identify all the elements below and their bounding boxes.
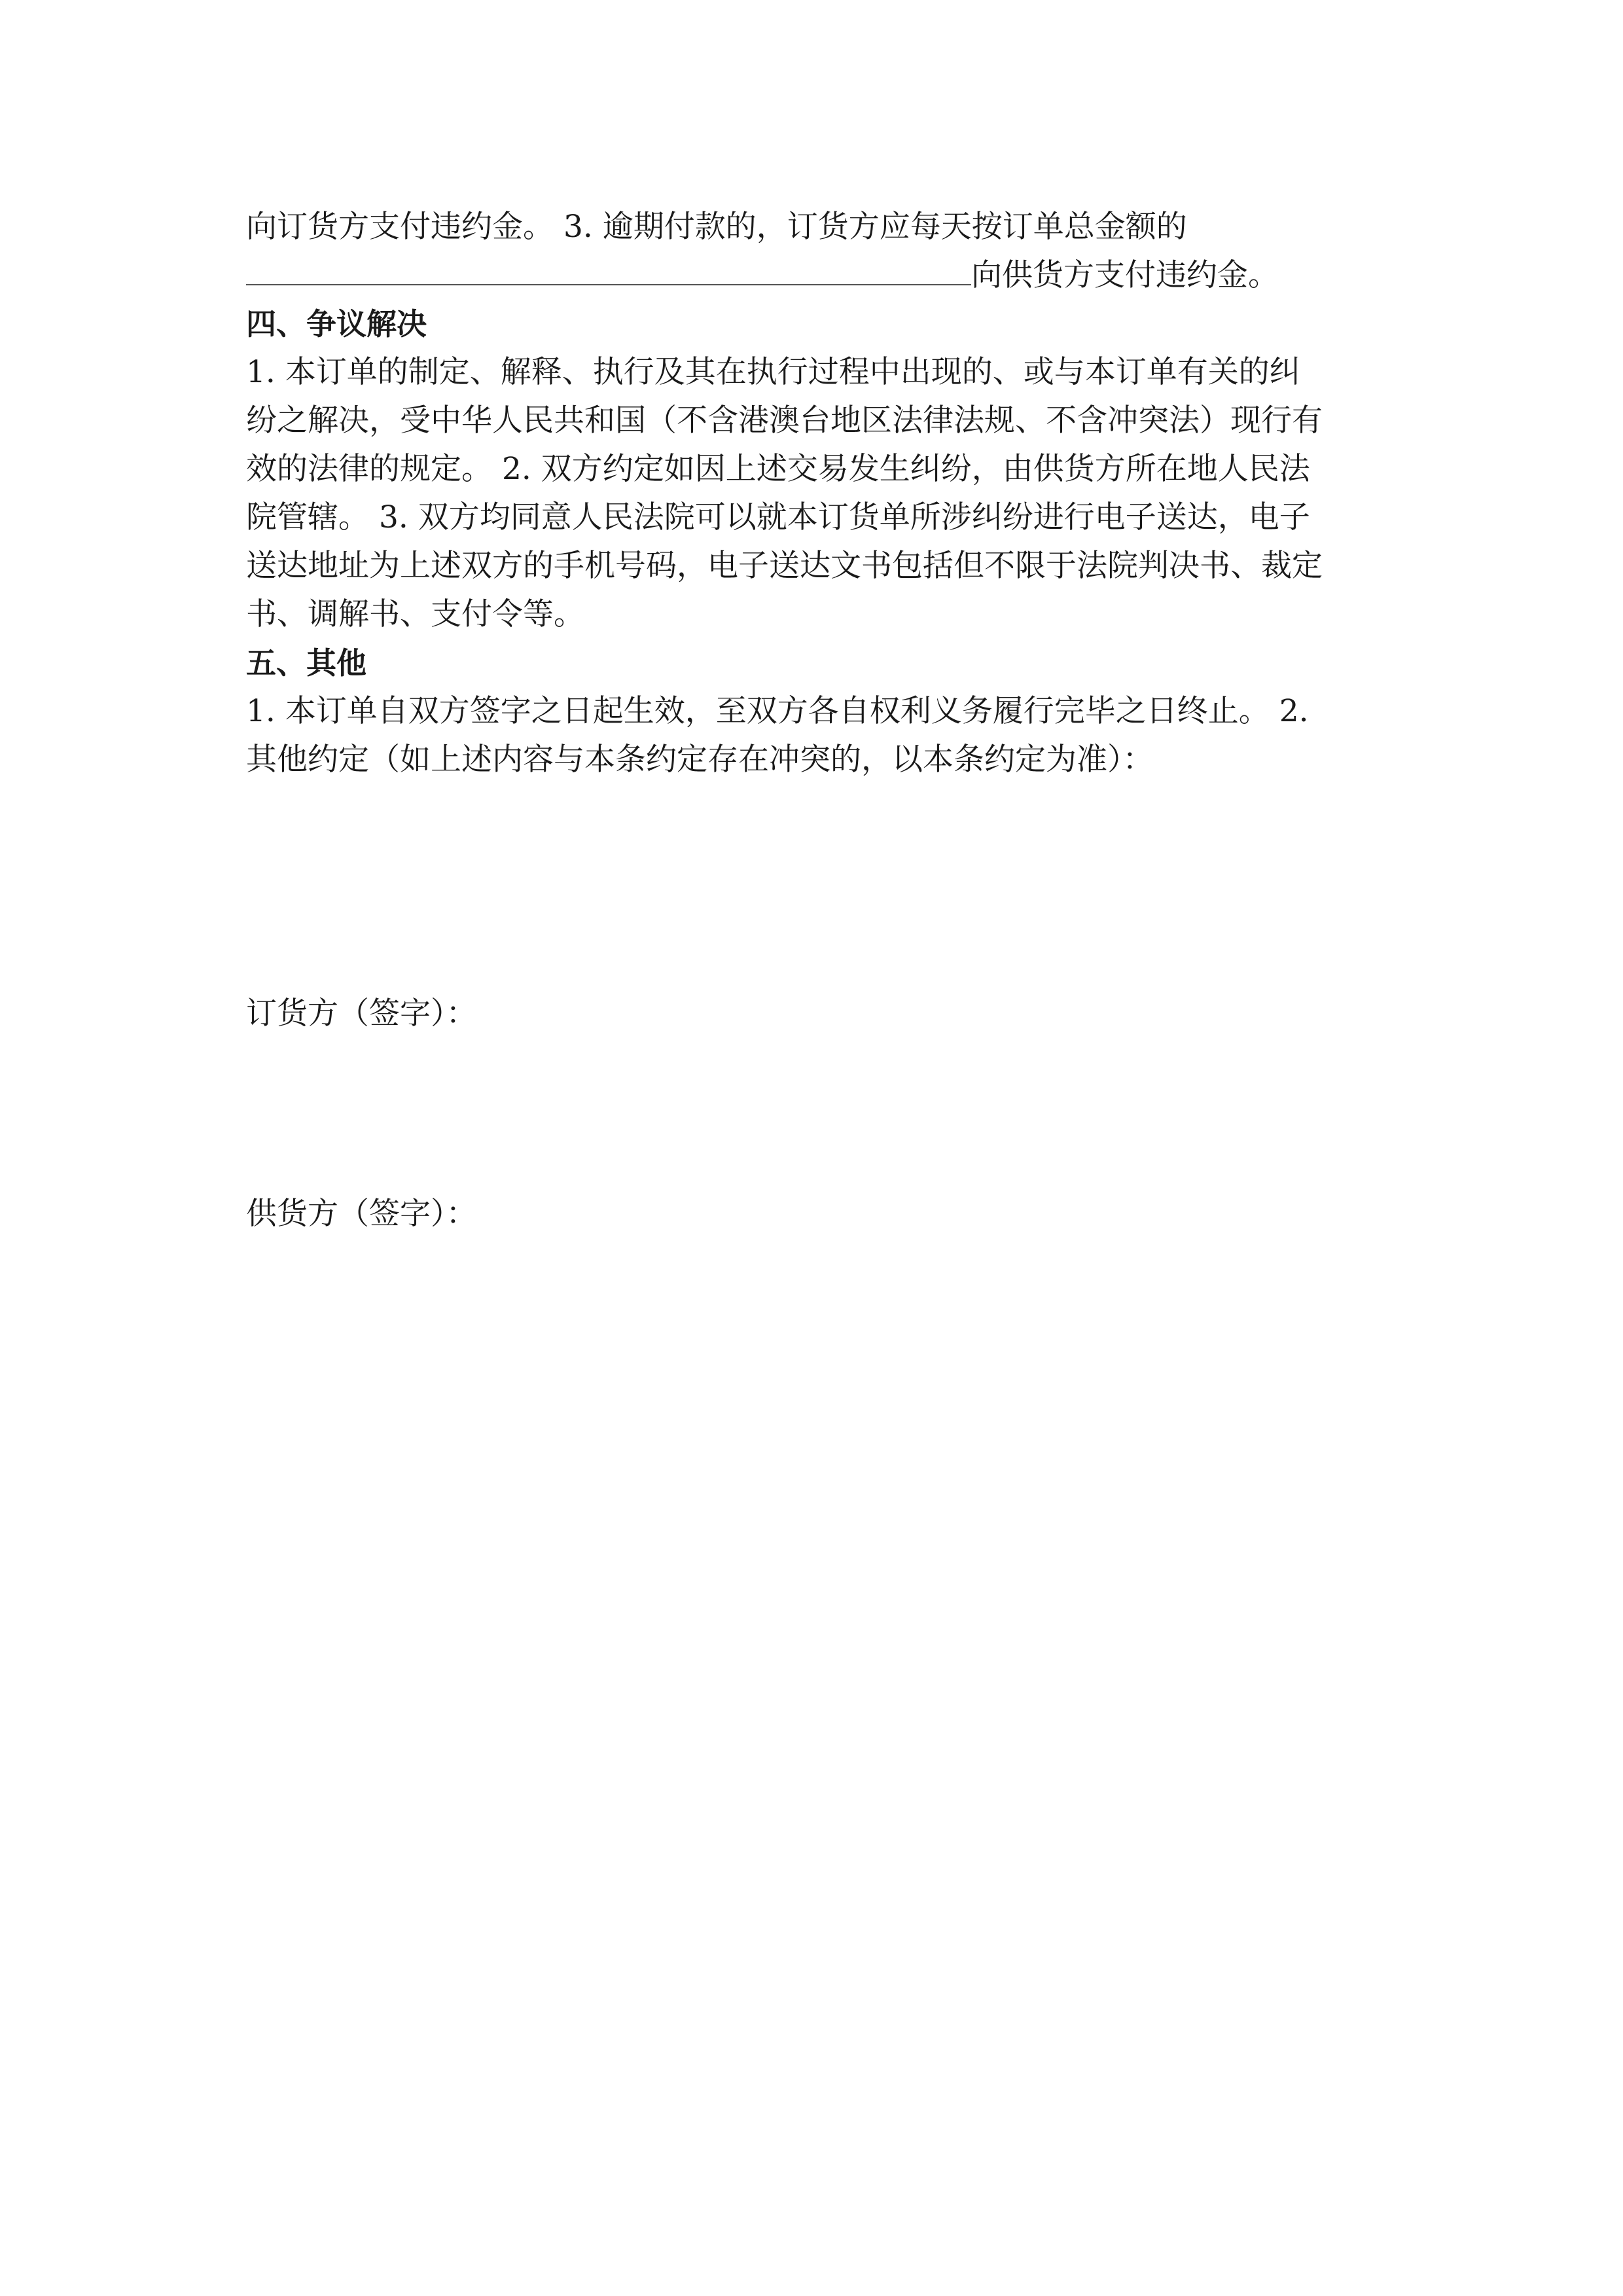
penalty-line-2-text: 向供货方支付违约金。	[971, 257, 1279, 293]
dispute-line: 纷之解决，受中华人民共和国（不含港澳台地区法律法规、不含冲突法）现行有	[246, 403, 1323, 439]
document-body	[246, 203, 1387, 784]
other-line: 1. 本订单自双方签字之日起生效，至双方各自权利义务履行完毕之日终止。 2.	[246, 693, 1309, 729]
buyer-signature-label: 订货方（签字）：	[246, 996, 477, 1031]
dispute-line: 送达地址为上述双方的手机号码，电子送达文书包括但不限于法院判决书、裁定	[246, 548, 1323, 584]
penalty-line-1: 向订货方支付违约金。 3. 逾期付款的，订货方应每天按订单总金额的	[246, 209, 1187, 245]
other-line: 其他约定（如上述内容与本条约定存在冲突的，以本条约定为准）：	[246, 742, 1154, 778]
section-heading-other: 五、其他	[246, 645, 366, 681]
supplier-signature-label: 供货方（签字）：	[246, 1196, 477, 1232]
penalty-line-2	[246, 251, 1387, 300]
section-heading-dispute: 四、争议解决	[246, 306, 427, 342]
dispute-line: 书、调解书、支付令等。	[246, 596, 584, 632]
dispute-line: 效的法律的规定。 2. 双方约定如因上述交易发生纠纷，由供货方所在地人民法	[246, 451, 1310, 487]
dispute-line: 1. 本订单的制定、解释、执行及其在执行过程中出现的、或与本订单有关的纠	[246, 354, 1300, 390]
fill-in-blank[interactable]	[246, 253, 971, 285]
dispute-line: 院管辖。 3. 双方均同意人民法院可以就本订货单所涉纠纷进行电子送达，电子	[246, 499, 1310, 535]
